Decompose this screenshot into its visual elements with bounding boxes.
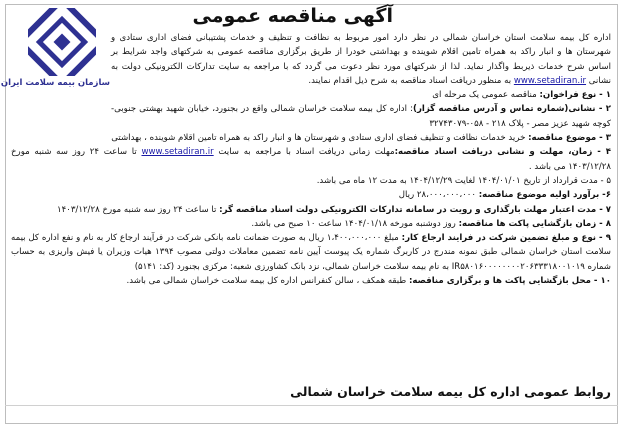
intro-paragraph [111, 31, 611, 88]
item-1 [111, 88, 611, 102]
logo [0, 8, 110, 98]
item-after-link: تا ساعت ۲۴ روز سه شنبه مورخ ۱۴۰۳/۱۲/۲۸ می باشد . [11, 147, 611, 172]
item-label: ۲ - نشانی(شماره تماس و آدرس مناقصه گزار) [413, 104, 612, 115]
item-text: روز دوشنبه مورخه ۱۴۰۴/۰۱/۱۸ ساعت ۱۰ صبح می باشد. [251, 218, 456, 229]
item-text: مبلغ ۱،۴۰۰،۰۰۰،۰۰۰ ریال به صورت ضمانت نامه بانکی شرکت در فرآیند ارجاع کار به نام و نفع اداره کل بیمه سلامت استان خراسان شمالی طبق نمونه مندرج در کاربرگ شماره یک پیوست آیین نامه تضمین معاملات دولتی مصوب ۱۳۹۴ هیات وزیران یا فیش واریزی به حساب شماره IR۵۸۰۱۶۰۰۰۰۰۰۰۰۲۰۶۳۳۳۱۸۰۰۱۰۱۹ به نام بیمه سلامت خراسان شمالی، نزد بانک کشاورزی شعبه: مرکزی بجنورد (کد: ۵۱۴۱) [11, 233, 611, 272]
item-text: ۵ - مدت قرارداد از تاریخ ۱۴۰۴/۰۱/۰۱ لغایت ۱۴۰۴/۱۲/۲۹ به مدت ۱۲ ماه می باشد. [316, 175, 611, 186]
item-label: ۸ - زمان بازگشایی پاکت ها مناقصه: [458, 218, 611, 229]
setadiran-link[interactable]: www.setadiran.ir [141, 147, 214, 158]
item-label: ۹ - نوع و مبلغ تضمین شرکت در فرایند ارجاع کار: [401, 233, 611, 244]
item-label: ۴ - زمان، مهلت و نشانی دریافت اسناد مناقصه: [394, 147, 612, 158]
item-label: ۳ - موضوع مناقصه: [528, 133, 611, 144]
item-7 [11, 203, 611, 217]
item-label: ۷ - مدت اعتبار مهلت بارگذاری و رویت در سامانه تدارکات الکترونیکی دولت اسناد مناقصه گر: [219, 204, 611, 215]
divider [5, 405, 618, 406]
item-9 [11, 231, 611, 274]
item-text: تا ساعت ۲۴ روز سه شنبه مورخ ۱۴۰۳/۱۲/۲۸ [56, 204, 217, 215]
item-text: طبقه همکف ، سالن کنفرانس اداره کل بیمه سلامت خراسان شمالی می باشد. [126, 276, 407, 287]
item-8 [11, 217, 611, 231]
health-insurance-logo-icon [28, 8, 96, 76]
footer-signature: روابط عمومی اداره کل بیمه سلامت خراسان شمالی [290, 384, 611, 399]
item-label: ۱۰ - محل بازگشایی پاکت ها و برگزاری مناقصه: [408, 276, 611, 287]
item-label: ۶- برآورد اولیه موضوع مناقصه: [478, 190, 611, 201]
item-4 [11, 145, 611, 174]
item-text: ۲۸،۰۰۰،۰۰۰،۰۰۰ ریال [398, 190, 476, 201]
item-label: ۱ - نوع فراخوان: [539, 90, 611, 101]
setadiran-link[interactable]: www.setadiran.ir [513, 75, 587, 86]
ad-title: آگهی مناقصه عمومی [192, 5, 393, 27]
item-text: : اداره کل بیمه سلامت خراسان شمالی واقع در بجنورد، خیابان شهید بهشتی جنوبی-کوچه شهید عزیز مصر - پلاک ۲۱۸ - ۰۵۸-۳۲۷۴۳۰۷۹ [111, 104, 611, 129]
org-name: سازمان بیمه سلامت ایران [0, 78, 110, 88]
item-5 [11, 174, 611, 188]
item-text: مناقصه عمومی یک مرحله ای [432, 90, 537, 101]
item-2 [111, 102, 611, 131]
item-text: مهلت زمانی دریافت اسناد با مراجعه به سایت [218, 147, 395, 158]
item-10 [11, 274, 611, 288]
item-3 [11, 131, 611, 145]
item-text: خرید خدمات نظافت و تنظیف فضای اداری ستادی و شهرستان ها و انبار راکد به همراه تامین اقلام شوینده ، بهداشتی [111, 133, 526, 144]
item-6 [11, 188, 611, 202]
intro-after-link: به منظور دریافت اسناد مناقصه به شرح ذیل اقدام نمایند. [308, 75, 512, 86]
intro-text: اداره کل بیمه سلامت استان خراسان شمالی در نظر دارد امور مربوط به نظافت و تنظیف و خدمات پشتیبانی فضای اداری ستادی و شهرستان ها و انبار راکد به همراه تامین اقلام شوینده و بهداشتی خودرا از طریق برگزاری مناقصه عمومی به شرکتهای واجد شرایط بر اساس شرح خدمات ذیربط واگذار نماید. لذا از شرکتهای مورد نظر دعوت می گردد که با مراجعه به سایت تدارکات الکترونیکی دولت به نشانی [111, 33, 611, 86]
